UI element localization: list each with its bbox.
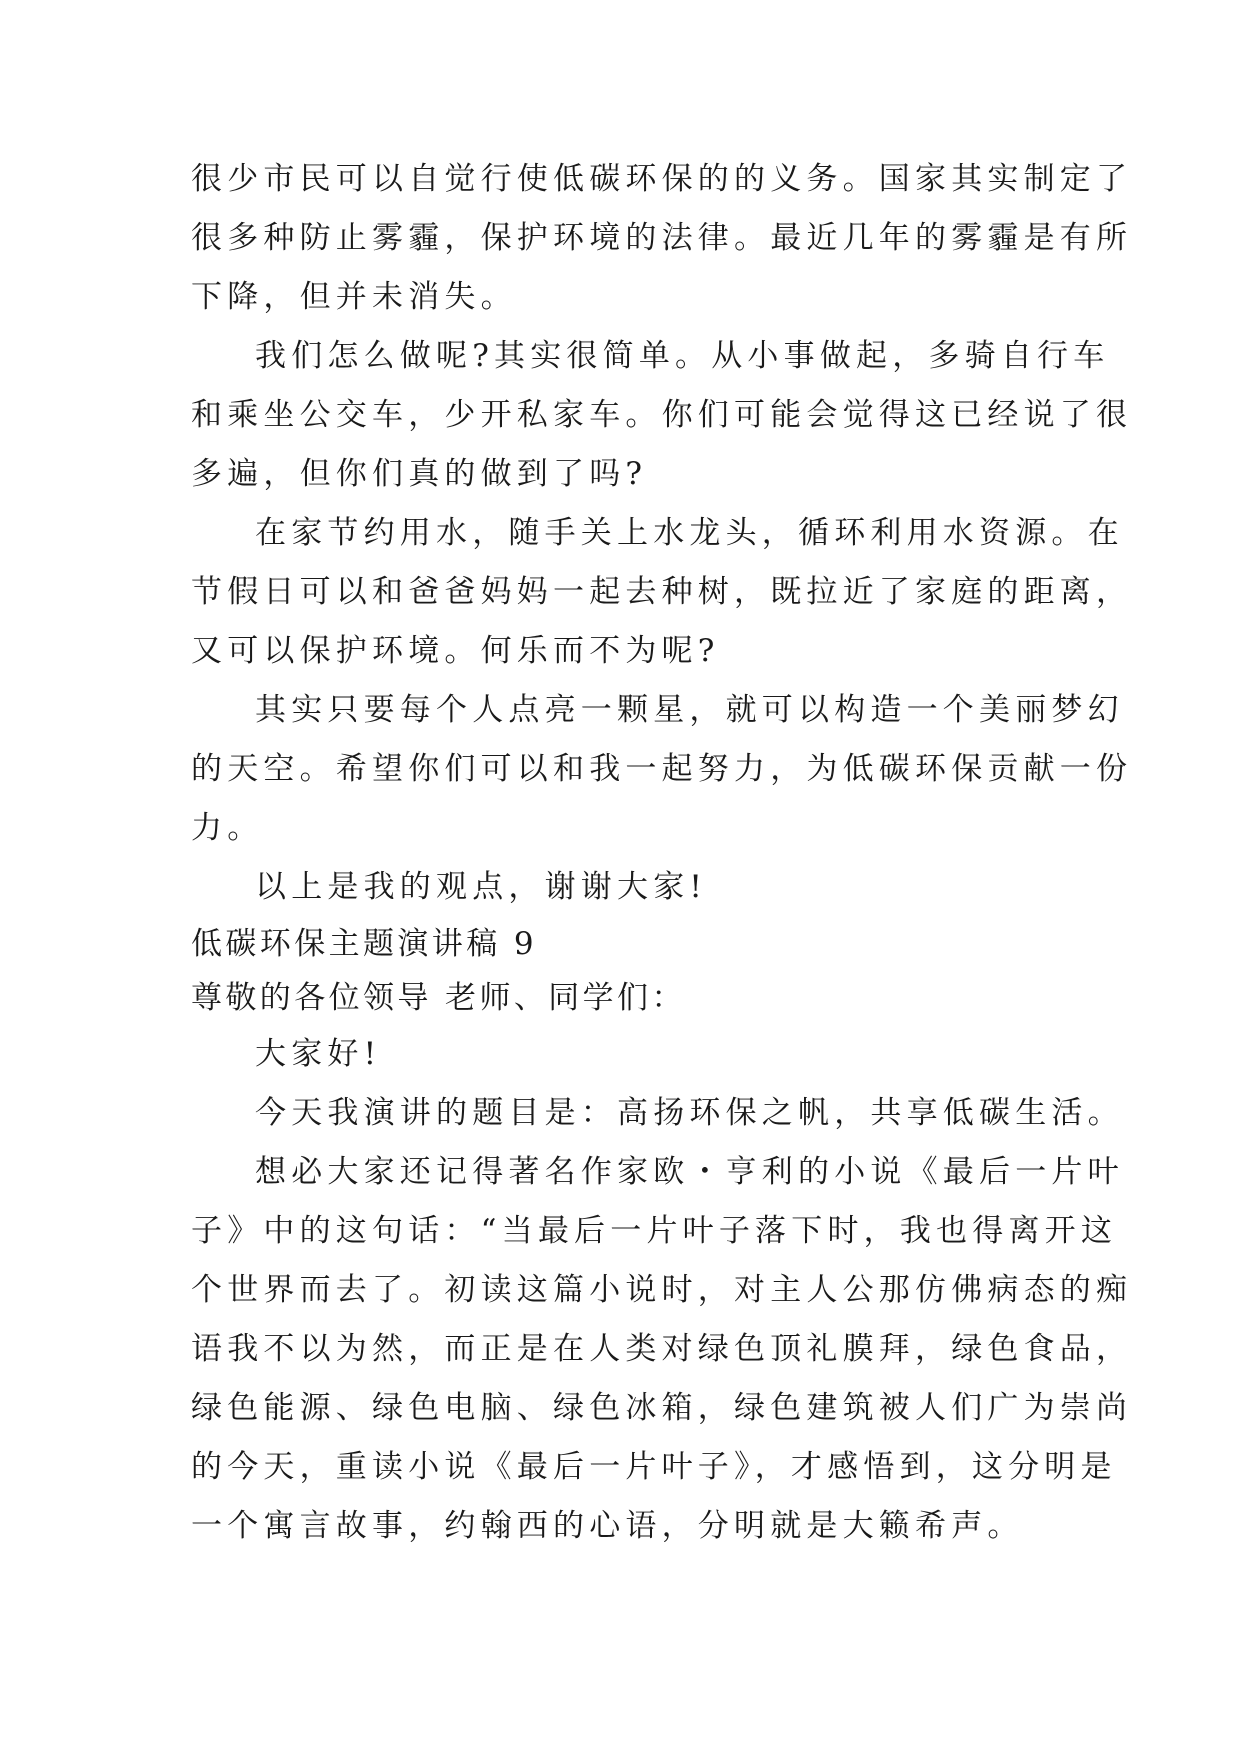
paragraph-first-line: 在家节约用水，随手关上水龙头，循环利用水资源。在 [255, 515, 1124, 551]
text-line: 子》中的这句话：“当最后一片叶子落下时，我也得离开这 [191, 1213, 1118, 1249]
text-line: 很少市民可以自觉行使低碳环保的的义务。国家其实制定了 [191, 161, 1133, 197]
paragraph-first-line: 想必大家还记得著名作家欧・亨利的小说《最后一片叶 [255, 1154, 1124, 1190]
text-line: 下降，但并未消失。 [191, 279, 517, 315]
text-line: 的今天，重读小说《最后一片叶子》，才感悟到，这分明是 [191, 1449, 1117, 1485]
text-line: 语我不以为然，而正是在人类对绿色顶礼膜拜，绿色食品， [191, 1331, 1133, 1367]
text-line: 节假日可以和爸爸妈妈一起去种树，既拉近了家庭的距离， [191, 574, 1133, 610]
speech-topic: 今天我演讲的题目是：高扬环保之帆，共享低碳生活。 [255, 1095, 1124, 1131]
text-line: 一个寓言故事，约翰西的心语，分明就是大籁希声。 [191, 1508, 1024, 1544]
greeting: 大家好! [255, 1036, 382, 1072]
paragraph-first-line: 其实只要每个人点亮一颗星，就可以构造一个美丽梦幻 [255, 692, 1124, 728]
speech-title: 低碳环保主题演讲稿 9 [191, 926, 537, 962]
text-line: 又可以保护环境。何乐而不为呢? [191, 633, 720, 669]
document-body [191, 150, 1133, 1556]
text-line: 的天空。希望你们可以和我一起努力，为低碳环保贡献一份 [191, 751, 1133, 787]
closing-line: 以上是我的观点，谢谢大家! [255, 869, 708, 905]
text-line: 个世界而去了。初读这篇小说时，对主人公那仿佛病态的痴 [191, 1272, 1133, 1308]
salutation: 尊敬的各位领导 老师、同学们： [191, 980, 686, 1016]
text-line: 力。 [191, 810, 264, 846]
text-line: 很多种防止雾霾，保护环境的法律。最近几年的雾霾是有所 [191, 220, 1133, 256]
text-line: 绿色能源、绿色电脑、绿色冰箱，绿色建筑被人们广为崇尚 [191, 1390, 1133, 1426]
text-line: 多遍，但你们真的做到了吗? [191, 456, 648, 492]
paragraph-first-line: 我们怎么做呢?其实很简单。从小事做起，多骑自行车 [255, 338, 1110, 374]
text-line: 和乘坐公交车，少开私家车。你们可能会觉得这已经说了很 [191, 397, 1133, 433]
